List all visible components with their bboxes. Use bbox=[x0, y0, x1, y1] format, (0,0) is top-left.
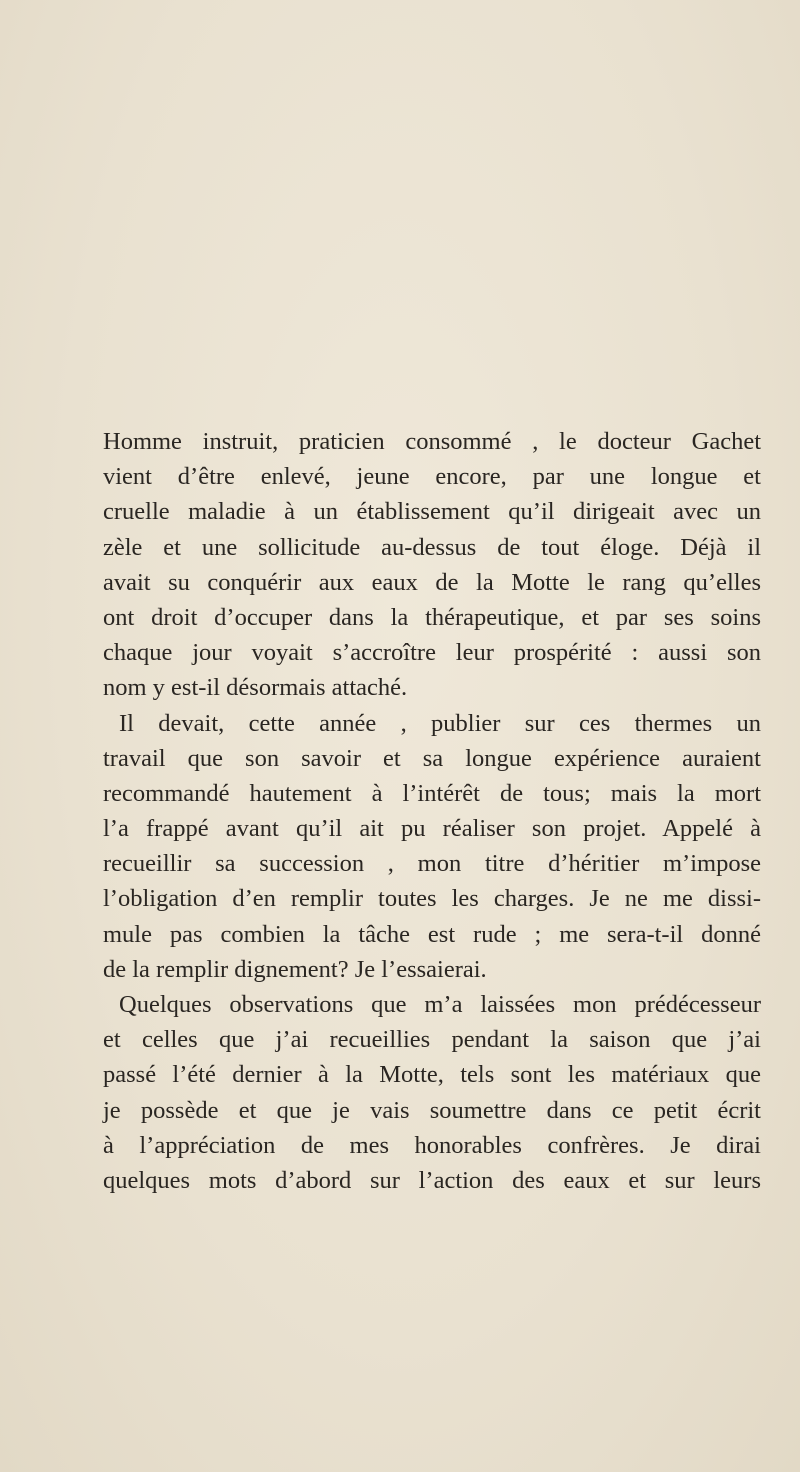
text-line: mule pas combien la tâche est rude ; me sera-t-il donné bbox=[103, 920, 761, 948]
paragraph-1 bbox=[103, 424, 761, 706]
text-line: l’a frappé avant qu’il ait pu réaliser son projet. Appelé à bbox=[103, 815, 761, 843]
body-text bbox=[103, 424, 761, 1198]
text-line: vient d’être enlevé, jeune encore, par une longue et bbox=[103, 463, 761, 491]
text-line: chaque jour voyait s’accroître leur prospérité : aussi son bbox=[103, 639, 761, 667]
text-line: zèle et une sollicitude au-dessus de tout éloge. Déjà il bbox=[103, 533, 761, 561]
paragraph-2 bbox=[103, 706, 761, 988]
text-line: à l’appréciation de mes honorables confrères. Je dirai bbox=[103, 1131, 761, 1159]
text-line: nom y est-il désormais attaché. bbox=[103, 674, 408, 702]
text-line: passé l’été dernier à la Motte, tels sont les matériaux que bbox=[103, 1061, 761, 1089]
text-line: travail que son savoir et sa longue expérience auraient bbox=[103, 744, 761, 772]
text-line: Homme instruit, praticien consommé , le docteur Gachet bbox=[103, 428, 761, 455]
text-line: je possède et que je vais soumettre dans ce petit écrit bbox=[103, 1096, 761, 1124]
text-line: ont droit d’occuper dans la thérapeutique, et par ses soins bbox=[103, 603, 761, 631]
paragraph-3 bbox=[103, 987, 761, 1198]
text-line: recueillir sa succession , mon titre d’héritier m’impose bbox=[103, 850, 761, 878]
text-line: Quelques observations que m’a laissées mon prédécesseur bbox=[119, 991, 761, 1018]
text-line: l’obligation d’en remplir toutes les charges. Je ne me dissi- bbox=[103, 885, 761, 913]
text-line: avait su conquérir aux eaux de la Motte le rang qu’elles bbox=[103, 568, 761, 596]
text-line: Il devait, cette année , publier sur ces thermes un bbox=[119, 709, 761, 737]
text-line: de la remplir dignement? Je l’essaierai. bbox=[103, 955, 487, 983]
text-line: et celles que j’ai recueillies pendant la saison que j’ai bbox=[103, 1026, 761, 1054]
text-line: recommandé hautement à l’intérêt de tous; mais la mort bbox=[103, 779, 761, 807]
text-line: quelques mots d’abord sur l’action des eaux et sur leurs bbox=[103, 1166, 761, 1194]
text-line: cruelle maladie à un établissement qu’il dirigeait avec un bbox=[103, 498, 761, 526]
